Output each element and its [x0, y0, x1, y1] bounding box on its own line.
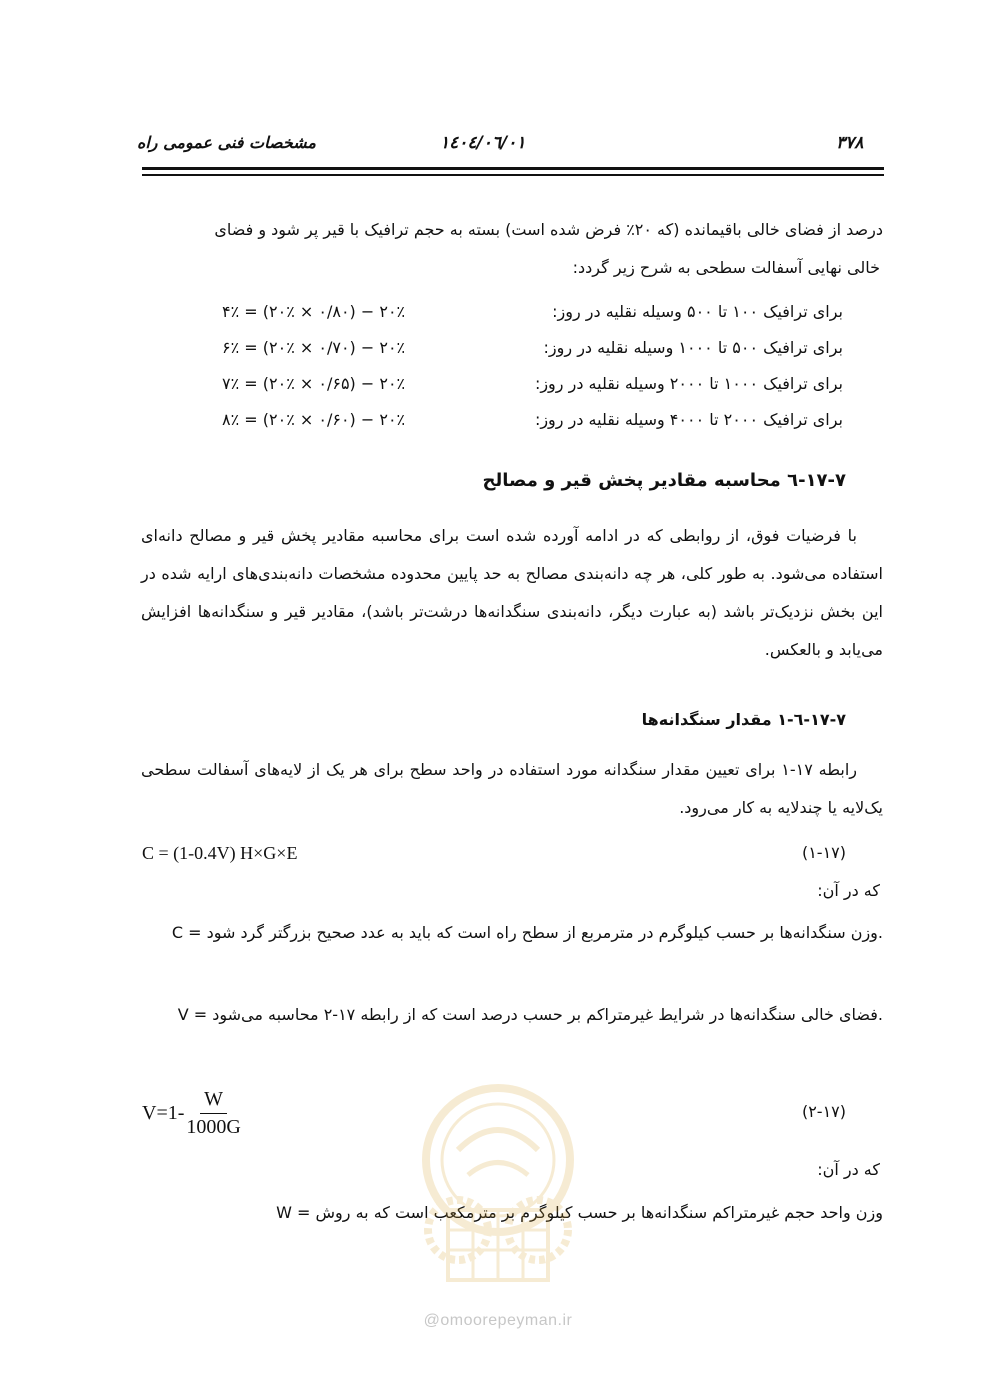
- subsection-heading: ۱۷-۷-٦-۱ مقدار سنگدانه‌ها: [641, 710, 846, 729]
- watermark-logo: [388, 1080, 608, 1310]
- header-date: ۱٤۰٤/۰٦/۰۱: [440, 133, 526, 153]
- definition-C: C = وزن سنگدانه‌ها بر حسب کیلوگرم در مترمربع از سطح راه است که باید به عدد صحیح بزرگتر گرد شود.: [171, 923, 883, 942]
- traffic-row-formula: ۷٪ = (۲۰٪ × ۰/۶۵) − ۲۰٪: [222, 374, 406, 393]
- equation-2-denominator: 1000G: [186, 1116, 241, 1138]
- section-paragraph: با فرضیات فوق، از روابطی که در ادامه آورده شده است برای محاسبه مقادیر پخش قیر و مصالح دانه‌ای استفاده می‌شود. به طور کلی، هر چه دانه‌بندی مصالح به حد پایین محدوده مشخصات دانه‌بندی‌های ارایه شده در این بخش نزدیک‌تر باشد (به عبارت دیگر، دانه‌بندی سنگدانه‌ها درشت‌تر باشد)، مقادیر قیر و سنگدانه‌ها افزایش می‌یابد و بالعکس.: [141, 526, 883, 659]
- where-label-1: که در آن:: [817, 881, 880, 900]
- intro-line-1: درصد از فضای خالی باقیمانده (که ۲۰٪ فرض شده است) بسته به حجم ترافیک با قیر پر شود و فضای: [214, 220, 883, 239]
- traffic-row-label: برای ترافیک ۲۰۰۰ تا ۴۰۰۰ وسیله نقلیه در روز:: [534, 410, 843, 429]
- section-heading: ۱۷-۷-٦ محاسبه مقادیر پخش قیر و مصالح: [482, 470, 846, 491]
- header-rule-thin: [142, 174, 884, 176]
- header-rule-thick: [142, 167, 884, 170]
- traffic-row-formula: ۴٪ = (۲۰٪ × ۰/۸۰) − ۲۰٪: [222, 302, 406, 321]
- equation-2-number: (۲-۱۷): [801, 1102, 846, 1121]
- header-title: مشخصات فنی عمومی راه: [136, 133, 316, 152]
- traffic-row-label: برای ترافیک ۱۰۰ تا ۵۰۰ وسیله نقلیه در روز:: [552, 302, 843, 321]
- equation-2-lhs: V=1-: [142, 1102, 185, 1124]
- traffic-row-label: برای ترافیک ۱۰۰۰ تا ۲۰۰۰ وسیله نقلیه در روز:: [534, 374, 843, 393]
- equation-2: [142, 1088, 241, 1139]
- equation-1-number: (۱-۱۷): [801, 843, 846, 862]
- subsection-paragraph: رابطه ۱۷-۱ برای تعیین مقدار سنگدانه مورد استفاده در واحد سطح برای هر یک از لایه‌های آسفالت سطحی یک‌لایه یا چندلایه به کار می‌رود.: [141, 760, 883, 817]
- equation-1: C = (1-0.4V) H×G×E: [142, 843, 298, 863]
- definition-V: V = فضای خالی سنگدانه‌ها در شرایط غیرمتراکم بر حسب درصد است که از رابطه ۱۷-۲ محاسبه می‌شود.: [177, 1005, 883, 1024]
- definition-W: W = وزن واحد حجم غیرمتراکم سنگدانه‌ها بر حسب کیلوگرم بر مترمکعب است که به روش: [276, 1203, 883, 1222]
- equation-2-numerator: W: [200, 1088, 227, 1114]
- traffic-row-label: برای ترافیک ۵۰۰ تا ۱۰۰۰ وسیله نقلیه در روز:: [543, 338, 843, 357]
- intro-line-2: خالی نهایی آسفالت سطحی به شرح زیر گردد:: [572, 258, 880, 277]
- page-number: ۳۷۸: [836, 133, 864, 153]
- watermark-text: @omoorepeyman.ir: [423, 1312, 573, 1329]
- traffic-row-formula: ۸٪ = (۲۰٪ × ۰/۶۰) − ۲۰٪: [222, 410, 406, 429]
- where-label-2: که در آن:: [817, 1160, 880, 1179]
- traffic-row-formula: ۶٪ = (۲۰٪ × ۰/۷۰) − ۲۰٪: [222, 338, 406, 357]
- equation-2-fraction: [186, 1088, 240, 1139]
